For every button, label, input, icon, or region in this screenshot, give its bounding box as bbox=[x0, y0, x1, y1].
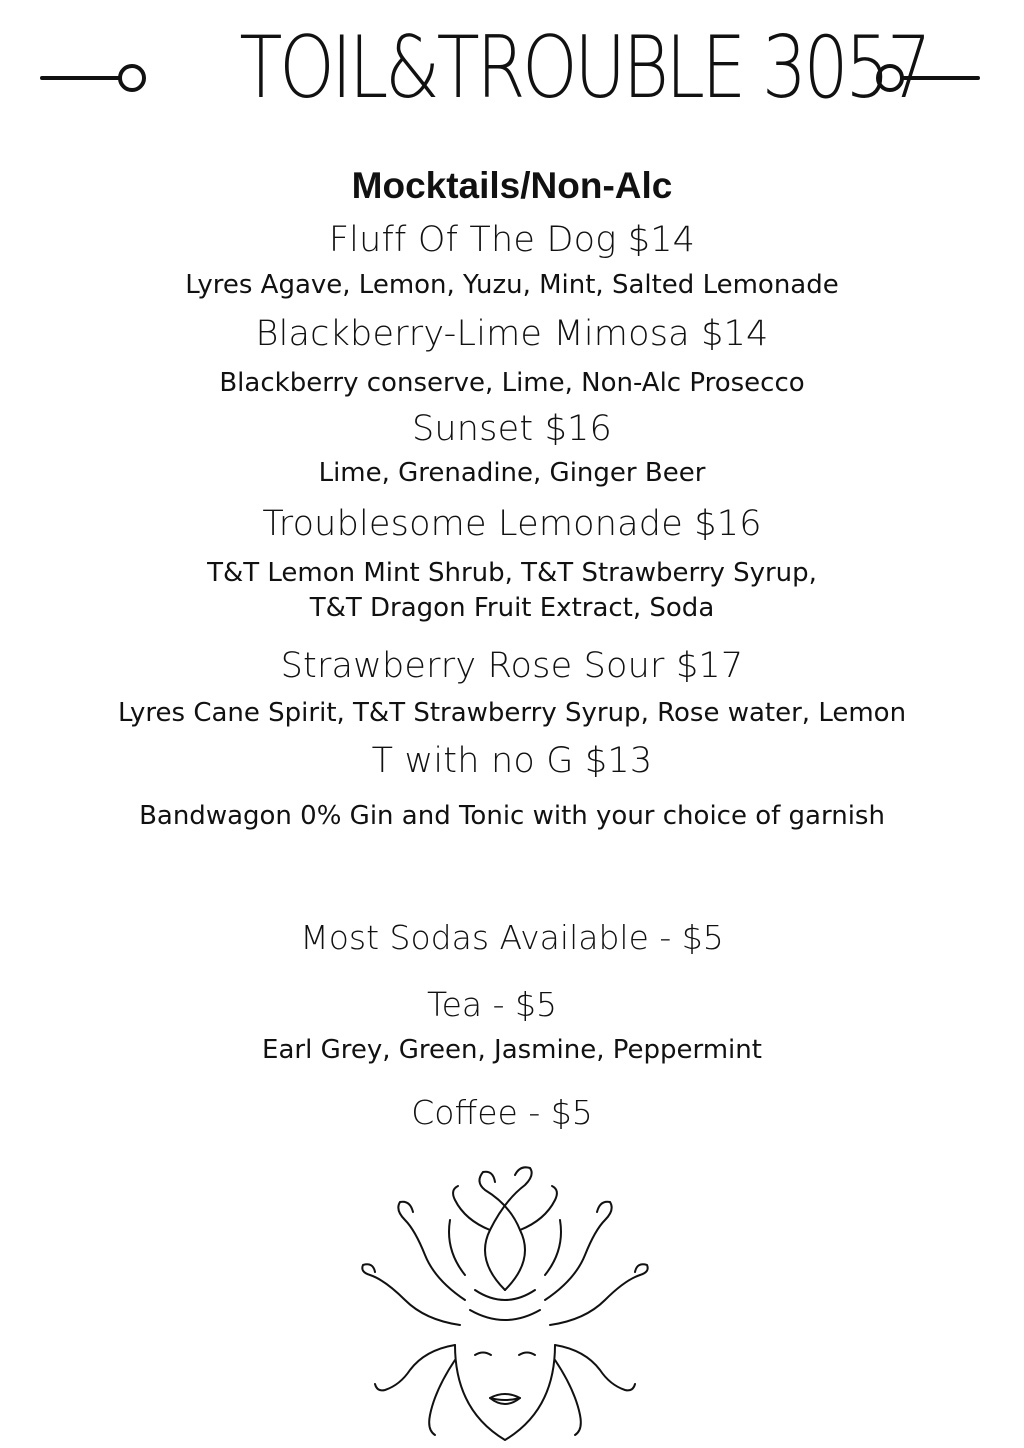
right-ornament-icon bbox=[872, 60, 982, 96]
left-ornament-icon bbox=[40, 60, 150, 96]
tea-line: Tea - $5 bbox=[427, 985, 557, 1024]
menu-item-description: T&T Dragon Fruit Extract, Soda bbox=[309, 593, 715, 623]
coffee-line: Coffee - $5 bbox=[411, 1093, 593, 1132]
menu-item-description: Blackberry conserve, Lime, Non-Alc Prosecco bbox=[219, 368, 805, 398]
menu-item-description: Lyres Cane Spirit, T&T Strawberry Syrup, Rose water, Lemon bbox=[117, 698, 907, 728]
menu-item-description: T&T Lemon Mint Shrub, T&T Strawberry Syrup, bbox=[207, 558, 817, 588]
menu-item-name: Troublesome Lemonade $16 bbox=[262, 504, 762, 544]
menu-item-name: Fluff Of The Dog $14 bbox=[328, 220, 696, 260]
menu-item-name: Sunset $16 bbox=[411, 409, 612, 449]
menu-item-name: Strawberry Rose Sour $17 bbox=[280, 646, 744, 686]
menu-item-description: Bandwagon 0% Gin and Tonic with your choice of garnish bbox=[139, 801, 885, 831]
menu-item-name: Blackberry-Lime Mimosa $14 bbox=[255, 314, 769, 354]
menu-item-name: T with no G $13 bbox=[371, 741, 653, 781]
sodas-line: Most Sodas Available - $5 bbox=[300, 918, 724, 957]
menu-item-description: Lime, Grenadine, Ginger Beer bbox=[318, 458, 706, 488]
menu-item-description: Lyres Agave, Lemon, Yuzu, Mint, Salted Lemonade bbox=[185, 270, 839, 300]
menu-header bbox=[0, 0, 1024, 130]
medusa-illustration-icon bbox=[355, 1160, 655, 1445]
logo-wordmark: TOIL&TROUBLE 3057 bbox=[239, 18, 929, 118]
tea-description: Earl Grey, Green, Jasmine, Peppermint bbox=[262, 1035, 762, 1065]
section-title: Mocktails/Non-Alc bbox=[351, 165, 673, 206]
